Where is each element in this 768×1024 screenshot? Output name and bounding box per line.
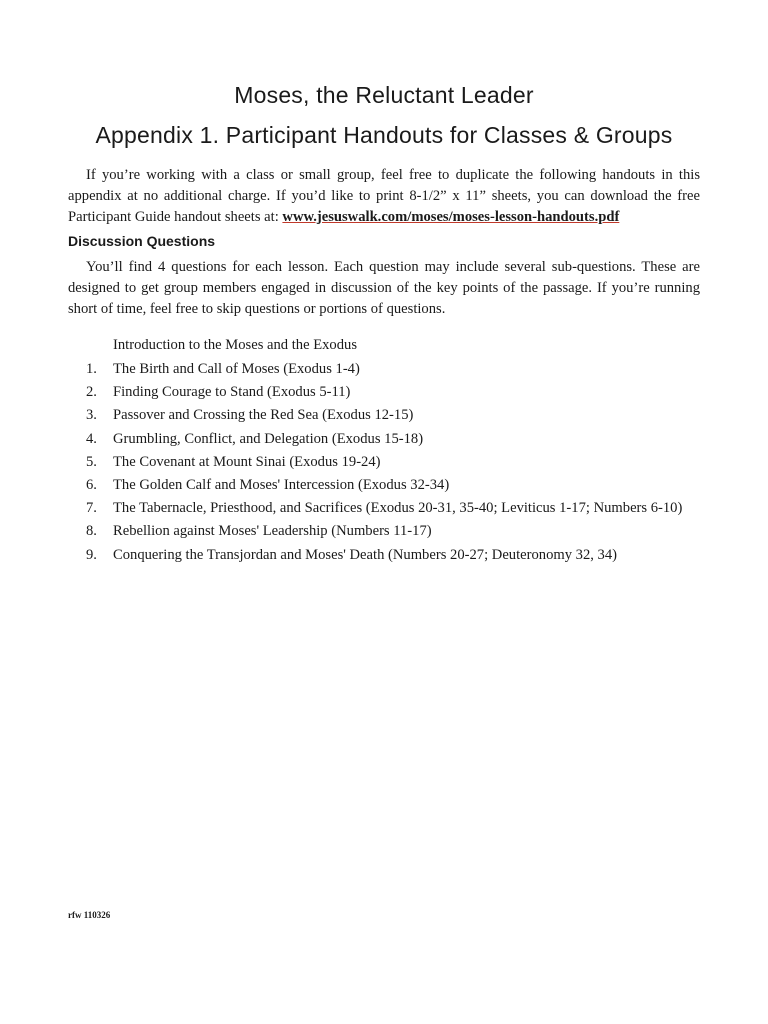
- list-item: [68, 383, 728, 406]
- list-item-text: The Tabernacle, Priesthood, and Sacrifices (Exodus 20-31, 35-40; Leviticus 1-17; Numbers 6-10): [113, 500, 683, 517]
- list-item-number: 6.: [86, 476, 97, 493]
- list-item: [68, 522, 728, 545]
- list-item-number: 1.: [86, 361, 97, 377]
- list-item: [68, 546, 728, 569]
- list-item-number: 7.: [86, 500, 97, 517]
- list-item-text: Finding Courage to Stand (Exodus 5-11): [113, 384, 351, 401]
- list-item-number: 4.: [86, 430, 97, 447]
- list-item-text: The Birth and Call of Moses (Exodus 1-4): [113, 361, 360, 377]
- section-heading: Discussion Questions: [68, 233, 216, 249]
- list-item-text: The Covenant at Mount Sinai (Exodus 19-24): [113, 453, 381, 470]
- list-item: [68, 430, 728, 453]
- list-item-text: Grumbling, Conflict, and Delegation (Exodus 15-18): [113, 430, 424, 447]
- list-item-number: 5.: [86, 453, 97, 470]
- list-item: [68, 499, 728, 522]
- list-item: [68, 360, 728, 383]
- list-item: [68, 406, 728, 429]
- lessons-intro: Introduction to the Moses and the Exodus: [113, 337, 358, 353]
- footer-code: rfw 110326: [68, 910, 111, 920]
- handouts-download-link[interactable]: www.jesuswalk.com/moses/moses-lesson-handouts.pdf: [282, 209, 620, 225]
- list-item-text: Conquering the Transjordan and Moses' Death (Numbers 20-27; Deuteronomy 32, 34): [113, 546, 618, 563]
- list-item: [68, 476, 728, 499]
- list-item-number: 3.: [86, 407, 97, 424]
- intro-paragraph: [68, 165, 700, 228]
- lesson-list: [68, 360, 728, 569]
- document-subtitle: Appendix 1. Participant Handouts for Classes & Groups: [95, 122, 673, 148]
- document-title: Moses, the Reluctant Leader: [234, 82, 534, 108]
- list-item-number: 8.: [86, 523, 97, 540]
- section-paragraph: You’ll find 4 questions for each lesson. Each question may include several sub-questions. These are designed to get group members engaged in discussion of the key points of the passage. If you’re running short of time, feel free to skip questions or portions of questions.: [68, 259, 700, 317]
- list-item-number: 2.: [86, 384, 97, 401]
- list-item-text: Rebellion against Moses' Leadership (Numbers 11-17): [113, 523, 432, 540]
- list-item-text: The Golden Calf and Moses' Intercession (Exodus 32-34): [113, 476, 450, 493]
- list-item-number: 9.: [86, 546, 97, 563]
- intro-paragraph-text: If you’re working with a class or small group, feel free to duplicate the following handouts in this appendix at no additional charge. If you’d like to print 8-1/2” x 11” sheets, you can download the free Participant Guide handout sheets at:: [68, 167, 700, 225]
- list-item-text: Passover and Crossing the Red Sea (Exodus 12-15): [113, 407, 414, 424]
- list-item: [68, 453, 728, 476]
